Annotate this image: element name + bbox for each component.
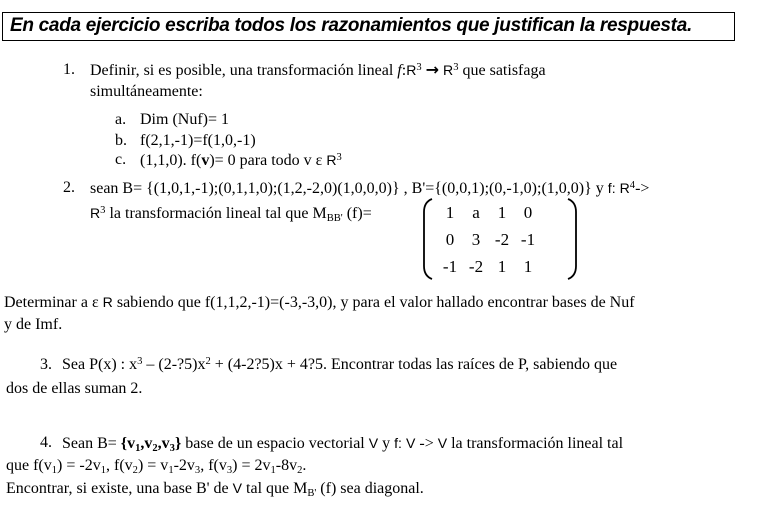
matrix-row xyxy=(437,253,541,280)
text-segment: y xyxy=(378,435,395,452)
text-segment: Sea P(x) : x xyxy=(62,356,138,373)
text-segment: R xyxy=(326,152,337,168)
text-segment: 3 xyxy=(194,464,201,476)
text-segment: R xyxy=(619,180,630,196)
text-segment: Definir, si es posible, una transformación lineal xyxy=(90,62,398,79)
right-arrow-icon: → xyxy=(425,60,440,79)
text-segment: 2 xyxy=(132,464,138,476)
exercise-1-item-b-text xyxy=(140,131,256,151)
exercise-4-text-3 xyxy=(6,478,424,501)
text-segment: f(2,1,-1)=f(1,0,-1) xyxy=(140,132,256,149)
text-segment: la transformación lineal tal xyxy=(447,435,624,452)
text-segment: ) = 2v xyxy=(232,457,271,474)
text-segment: , xyxy=(140,435,145,452)
matrix-cell: 3 xyxy=(471,229,481,249)
matrix-cell: 1 xyxy=(445,202,455,222)
text-segment: v xyxy=(161,435,170,452)
exercise-1-item-c-text xyxy=(140,150,342,173)
text-segment: sean B= {(1,0,1,-1);(0,1,1,0);(1,2,-2,0)(1,0,0,0)} , B'={(0,0,1);(0,-1,0);(1,0,0)} y xyxy=(90,180,608,197)
text-segment: que f(v xyxy=(6,457,52,474)
text-segment: R xyxy=(102,294,113,310)
instruction-text: En cada ejercicio escriba todos los razonamientos que justifican la respuesta. xyxy=(10,15,692,36)
exercise-2-text-2 xyxy=(90,203,372,226)
text-segment: R xyxy=(406,62,417,78)
text-segment: v xyxy=(201,152,210,169)
text-segment: R xyxy=(90,205,101,221)
exercise-4-number: 4. xyxy=(40,434,52,451)
determinar-paragraph-line-2: y de Imf. xyxy=(4,316,63,333)
exercise-3-number: 3. xyxy=(40,356,52,373)
determinar-paragraph-line-1 xyxy=(4,292,635,313)
text-segment: ) = -2v xyxy=(57,457,101,474)
exercise-1-item-a xyxy=(115,110,229,130)
text-segment: 2 xyxy=(205,355,211,367)
text-segment: sabiendo que f(1,1,2,-1)=(-3,-3,0), y para el valor hallado encontrar bases de Nuf xyxy=(112,294,635,311)
text-segment: , xyxy=(157,435,162,452)
exercise-1-item-a-label: a. xyxy=(115,111,127,128)
text-segment: V xyxy=(368,435,379,451)
exercise-1-text-1 xyxy=(90,60,546,83)
text-segment: 3 xyxy=(100,204,106,216)
text-segment: -> xyxy=(635,180,650,197)
matrix-right-paren xyxy=(566,197,580,281)
text-segment: ) = v xyxy=(137,457,169,474)
exercise-1-item-c xyxy=(115,150,342,173)
text-segment: 2 xyxy=(152,442,158,454)
exercise-1-item-b xyxy=(115,131,256,151)
matrix-cell: 1 xyxy=(523,256,533,276)
text-segment: , f(v xyxy=(200,457,227,474)
text-segment: -8v xyxy=(275,457,298,474)
exercise-1-line-1 xyxy=(63,60,546,83)
text-segment: 1 xyxy=(135,442,141,454)
text-segment: { xyxy=(120,435,128,452)
text-segment: -2v xyxy=(173,457,195,474)
text-segment: Encontrar, si existe, una base B' de xyxy=(6,480,233,497)
exercise-4-text-2 xyxy=(6,456,306,478)
text-segment: -> xyxy=(415,435,438,452)
text-segment: V xyxy=(232,480,243,496)
text-segment: . xyxy=(302,457,307,474)
matrix-row xyxy=(437,199,541,226)
text-segment: )= 0 para todo v ε xyxy=(209,152,327,169)
text-segment: + (4-2?5)x + 4?5. Encontrar todas las raíces de P, sabiendo que xyxy=(210,356,618,373)
text-segment: f xyxy=(397,62,402,79)
exercise-3-text-2: dos de ellas suman 2. xyxy=(6,380,143,397)
matrix-left-paren xyxy=(420,197,434,281)
matrix-cell: 0 xyxy=(523,202,533,222)
text-segment: V xyxy=(437,435,448,451)
text-segment: f: xyxy=(394,435,402,451)
text-segment: 3 xyxy=(416,61,422,73)
text-segment: base de un espacio vectorial xyxy=(181,435,369,452)
text-segment: (1,1,0). f( xyxy=(140,152,202,169)
text-segment: v xyxy=(127,435,136,452)
text-segment: } xyxy=(174,435,182,452)
exercise-4-text-1 xyxy=(62,433,623,456)
matrix-cell: 1 xyxy=(497,202,507,222)
matrix-cell: 0 xyxy=(445,229,455,249)
text-segment: tal que M xyxy=(242,480,308,497)
text-segment: B' xyxy=(307,487,317,499)
text-segment: 1 xyxy=(270,464,276,476)
text-segment: BB' xyxy=(326,212,343,224)
exercise-1-number: 1. xyxy=(63,61,75,78)
matrix-mbb xyxy=(420,197,580,281)
text-segment: Sean B= xyxy=(62,435,121,452)
text-segment: R xyxy=(443,62,454,78)
matrix-cell: a xyxy=(472,202,480,222)
text-segment: 3 xyxy=(453,61,459,73)
exercise-3-text-1 xyxy=(62,355,617,377)
exercise-1-item-a-text xyxy=(140,110,229,130)
text-segment: la transformación lineal tal que M xyxy=(105,205,327,222)
exercise-1-text-2: simultáneamente: xyxy=(90,83,203,100)
exercise-3-line-1 xyxy=(40,355,617,377)
text-segment: v xyxy=(144,435,153,452)
exercise-1-item-b-label: b. xyxy=(115,132,127,149)
text-segment: 3 xyxy=(336,151,342,163)
text-segment: (f) sea diagonal. xyxy=(316,480,424,497)
text-segment: V xyxy=(405,435,416,451)
text-segment: (f)= xyxy=(342,205,372,222)
instruction-box xyxy=(2,12,735,41)
text-segment: 2 xyxy=(297,464,303,476)
text-segment: 1 xyxy=(100,464,107,476)
exercise-1-item-c-label: c. xyxy=(115,151,127,168)
text-segment: 1 xyxy=(51,464,58,476)
exercise-2-number: 2. xyxy=(63,179,75,196)
text-segment: 3 xyxy=(226,464,233,476)
matrix-cell: -2 xyxy=(468,256,484,276)
matrix-cells xyxy=(434,197,544,281)
text-segment: Determinar a ε xyxy=(4,294,103,311)
matrix-row xyxy=(437,226,541,253)
text-segment: : xyxy=(401,62,407,79)
text-segment: que satisfaga xyxy=(458,62,546,79)
text-segment: 3 xyxy=(169,442,175,454)
matrix-gap xyxy=(544,197,566,281)
text-segment: 4 xyxy=(629,179,636,191)
text-segment: Dim (Nuf)= 1 xyxy=(140,111,230,128)
exercise-4-line-1 xyxy=(40,433,623,456)
text-segment: 3 xyxy=(137,355,143,367)
matrix-cell: -1 xyxy=(520,229,536,249)
matrix-cell: 1 xyxy=(497,256,507,276)
text-segment: f: xyxy=(607,180,616,196)
matrix-cell: -1 xyxy=(442,256,458,276)
matrix-cell: -2 xyxy=(494,229,510,249)
text-segment: , f(v xyxy=(106,457,133,474)
text-segment: 1 xyxy=(168,464,174,476)
text-segment: – (2-?5)x xyxy=(142,356,206,373)
